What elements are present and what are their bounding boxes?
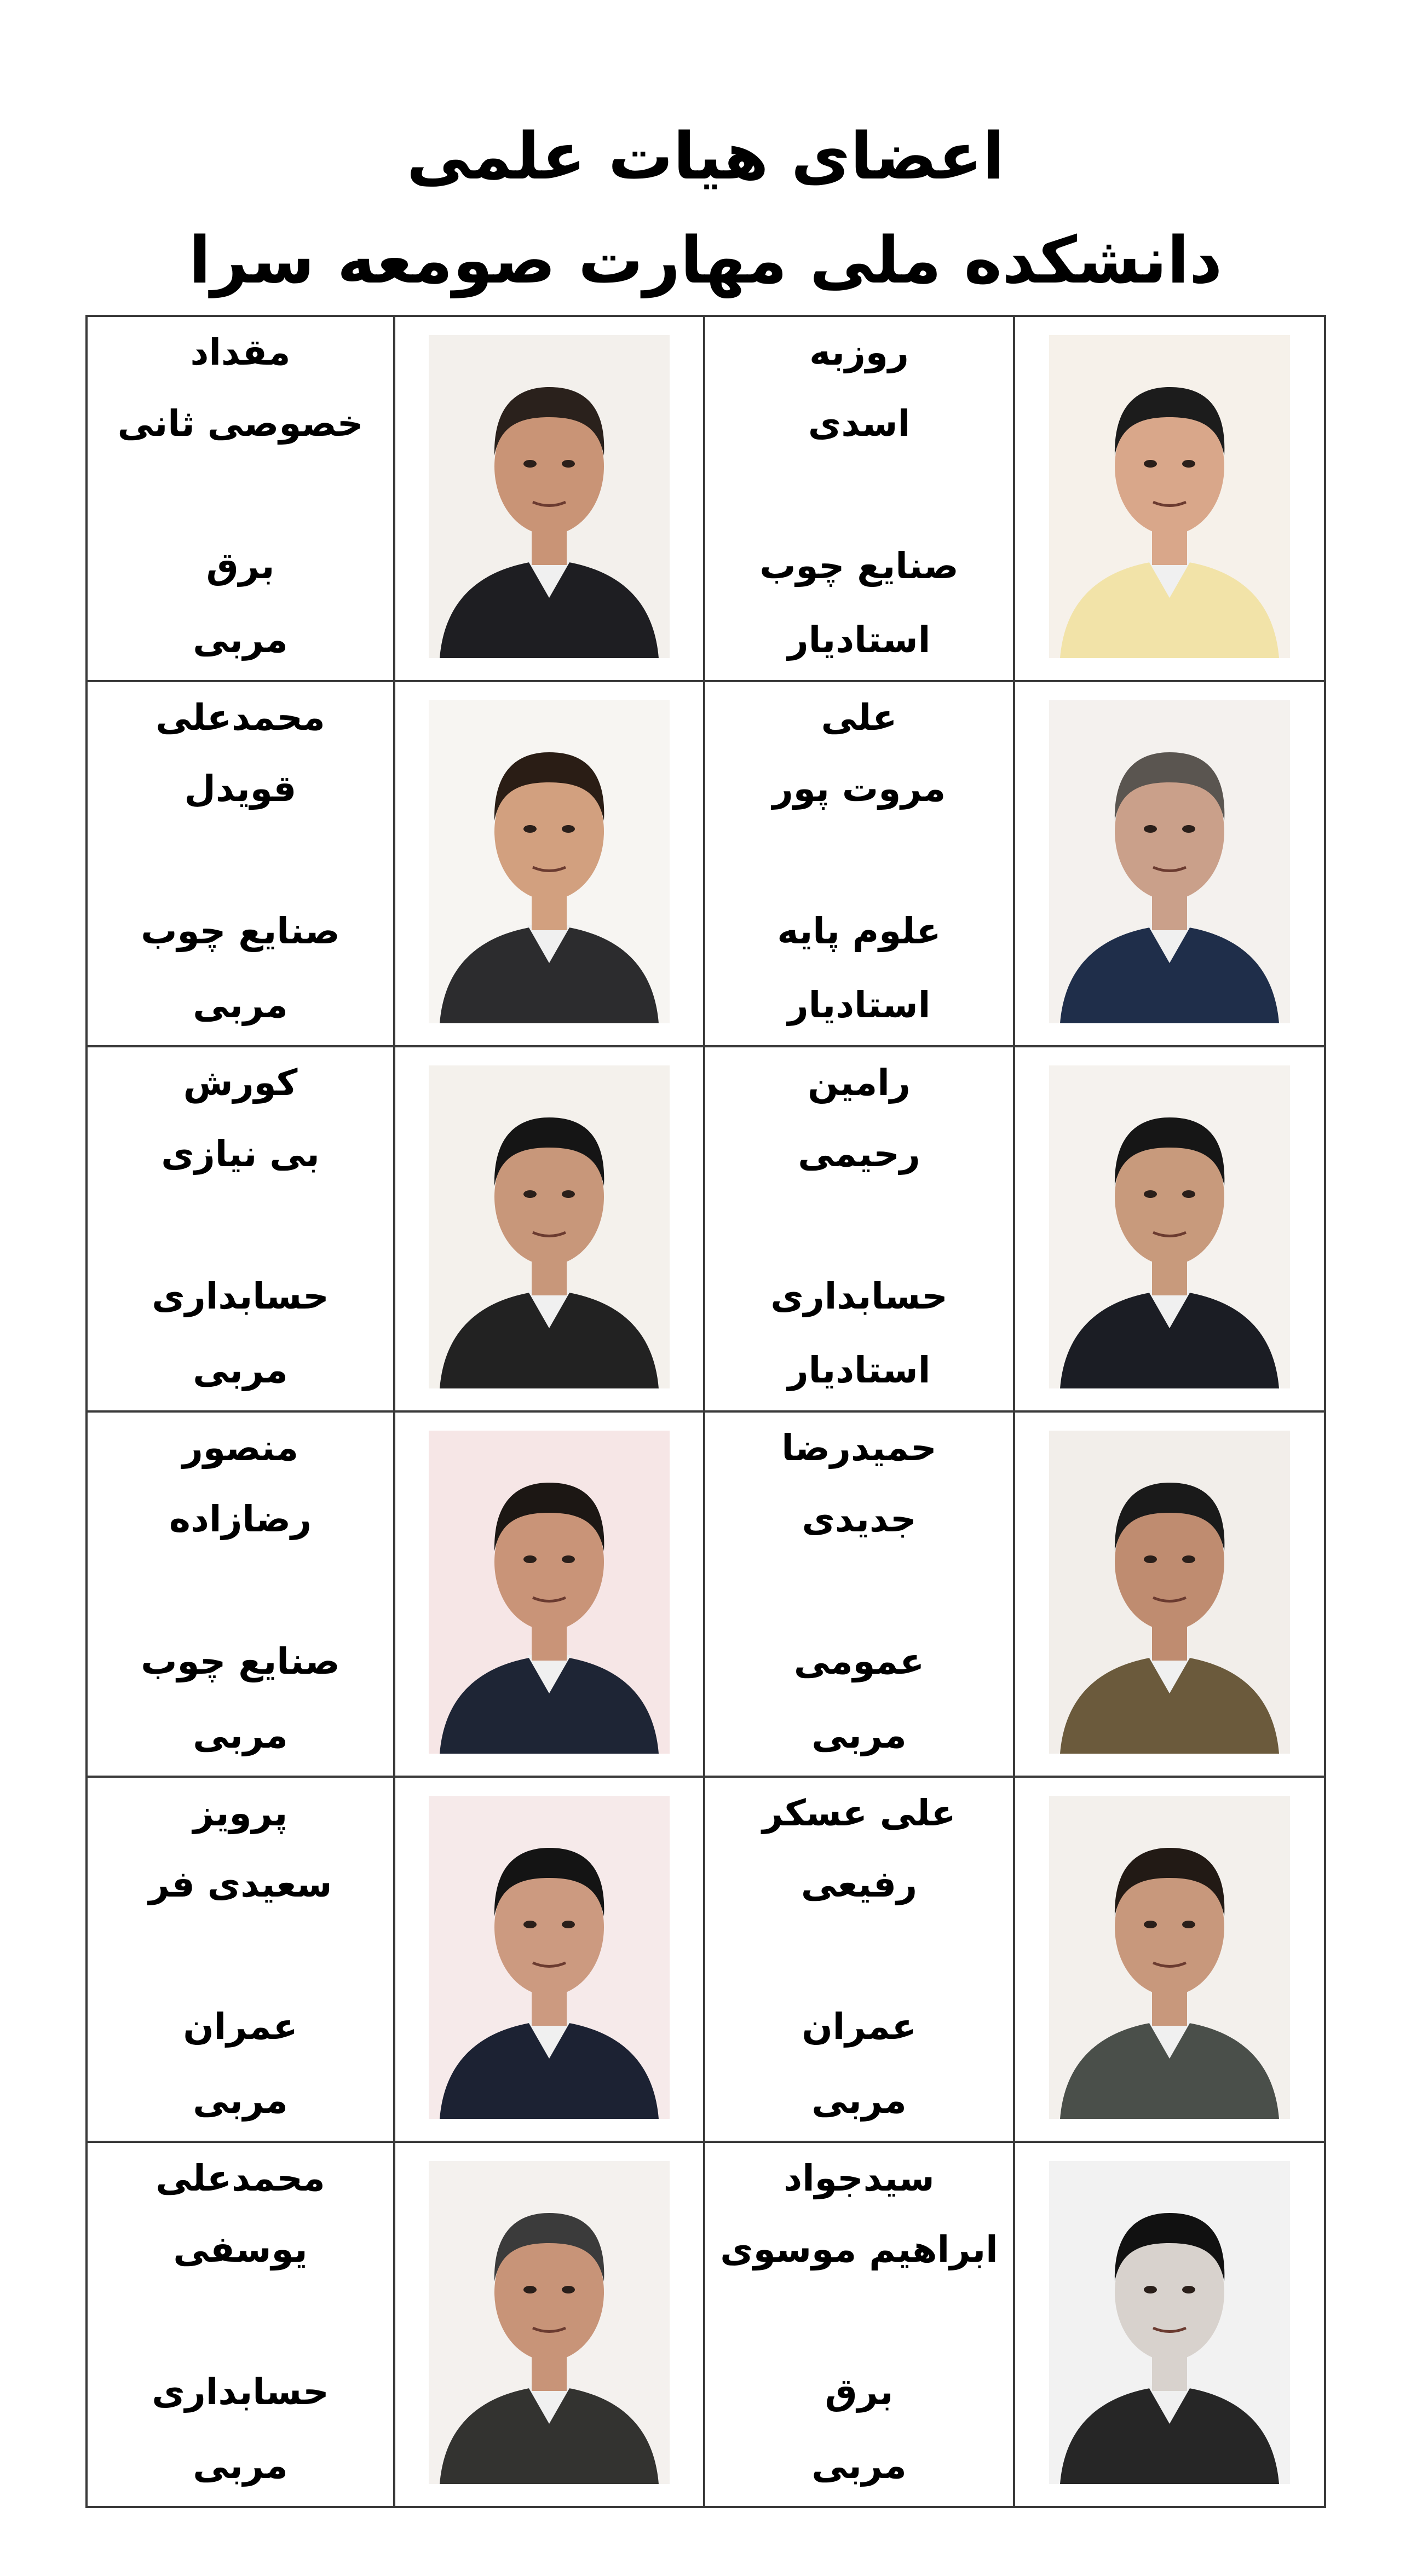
member-photo-cell [1014,1411,1325,1777]
member-field: علوم پایه [777,910,941,952]
member-rank: مربی [193,2445,288,2487]
page-title [0,104,1411,312]
member-info-cell [704,1411,1014,1777]
member-rank: استادیار [787,619,931,661]
member-rank: مربی [811,2445,907,2487]
member-last-name: رفیعی [800,1863,918,1905]
member-last-name: رحیمی [798,1133,920,1175]
member-last-name: بی نیازی [161,1133,320,1175]
right-eye-shape [562,1190,575,1198]
member-last-name: خصوصی ثانی [117,402,364,445]
member-rank: مربی [811,2079,907,2122]
member-info-cell [87,316,394,681]
portrait-photo-icon [1049,1796,1290,2119]
left-eye-shape [523,460,537,468]
right-eye-shape [1182,2286,1195,2293]
member-photo-cell [394,1777,704,2142]
left-eye-shape [523,825,537,833]
member-first-name: پرویز [193,1792,288,1834]
portrait-photo-icon [1049,1065,1290,1388]
member-rank: استادیار [787,1349,931,1391]
member-last-name: اسدی [808,402,911,445]
right-eye-shape [1182,1921,1195,1928]
right-eye-shape [562,2286,575,2293]
left-eye-shape [1144,2286,1157,2293]
member-photo-cell [1014,1046,1325,1411]
left-eye-shape [1144,460,1157,468]
portrait-photo-icon [429,1796,670,2119]
member-photo-cell [394,681,704,1046]
portrait-photo-icon [429,1431,670,1754]
member-info-cell [87,1046,394,1411]
table-row [87,2142,1325,2507]
left-eye-shape [1144,1190,1157,1198]
member-last-name: سعیدی فر [148,1863,332,1905]
member-last-name: مروت پور [772,768,946,810]
member-field: حسابداری [770,1275,948,1317]
table-row [87,681,1325,1046]
table-row [87,1777,1325,2142]
member-first-name: حمیدرضا [781,1427,937,1469]
member-photo-cell [394,1411,704,1777]
portrait-photo-icon [1049,1431,1290,1754]
member-info-cell [87,1777,394,2142]
member-field: برق [825,2371,894,2413]
member-first-name: سیدجواد [784,2157,935,2199]
title-line-1: اعضای هیات علمی [406,118,1005,194]
member-first-name: روزبه [809,331,909,373]
member-info-cell [87,2142,394,2507]
member-field: حسابداری [152,2371,329,2413]
right-eye-shape [1182,1555,1195,1563]
portrait-photo-icon [1049,335,1290,658]
portrait-photo-icon [1049,2161,1290,2484]
member-info-cell [704,2142,1014,2507]
member-photo-cell [1014,2142,1325,2507]
member-first-name: محمدعلی [156,696,325,739]
right-eye-shape [1182,460,1195,468]
member-first-name: کورش [183,1062,298,1104]
member-photo-cell [1014,1777,1325,2142]
member-info-cell [704,681,1014,1046]
member-rank: مربی [811,1714,907,1756]
right-eye-shape [1182,1190,1195,1198]
member-rank: مربی [193,1349,288,1391]
table-row [87,1411,1325,1777]
faculty-table-body [87,316,1325,2507]
member-info-cell [704,1046,1014,1411]
member-last-name: جدیدی [802,1498,917,1540]
right-eye-shape [562,1555,575,1563]
member-field: صنایع چوب [759,545,959,587]
member-first-name: مقداد [190,331,291,373]
member-first-name: منصور [182,1427,299,1469]
member-photo-cell [394,2142,704,2507]
title-line-2: دانشکده ملی مهارت صومعه سرا [188,222,1223,298]
member-field: صنایع چوب [141,1640,340,1682]
member-info-cell [704,1777,1014,2142]
portrait-photo-icon [429,700,670,1023]
left-eye-shape [523,2286,537,2293]
member-last-name: رضازاده [169,1498,312,1540]
left-eye-shape [523,1921,537,1928]
left-eye-shape [1144,825,1157,833]
member-photo-cell [394,316,704,681]
member-rank: مربی [193,2079,288,2122]
member-rank: مربی [193,984,288,1026]
member-field: برق [206,545,275,587]
member-photo-cell [394,1046,704,1411]
faculty-table [85,315,1326,2508]
left-eye-shape [1144,1921,1157,1928]
left-eye-shape [1144,1555,1157,1563]
portrait-photo-icon [429,1065,670,1388]
member-photo-cell [1014,316,1325,681]
left-eye-shape [523,1555,537,1563]
member-info-cell [704,316,1014,681]
member-rank: مربی [193,619,288,661]
member-field: حسابداری [152,1275,329,1317]
member-info-cell [87,1411,394,1777]
right-eye-shape [562,825,575,833]
member-field: صنایع چوب [141,910,340,952]
member-last-name: قویدل [184,768,297,810]
member-first-name: علی عسکر [762,1792,956,1834]
member-photo-cell [1014,681,1325,1046]
member-rank: مربی [193,1714,288,1756]
table-row [87,316,1325,681]
member-field: عمران [183,2006,298,2048]
member-rank: استادیار [787,984,931,1026]
member-first-name: محمدعلی [156,2157,325,2199]
table-row [87,1046,1325,1411]
portrait-photo-icon [429,335,670,658]
portrait-photo-icon [429,2161,670,2484]
member-last-name: یوسفی [173,2228,308,2270]
right-eye-shape [562,1921,575,1928]
left-eye-shape [523,1190,537,1198]
member-first-name: رامین [808,1062,911,1104]
member-field: عمومی [793,1640,925,1682]
portrait-photo-icon [1049,700,1290,1023]
member-first-name: علی [821,696,897,739]
member-info-cell [87,681,394,1046]
member-last-name: ابراهیم موسوی [720,2228,998,2270]
member-field: عمران [802,2006,917,2048]
right-eye-shape [562,460,575,468]
right-eye-shape [1182,825,1195,833]
